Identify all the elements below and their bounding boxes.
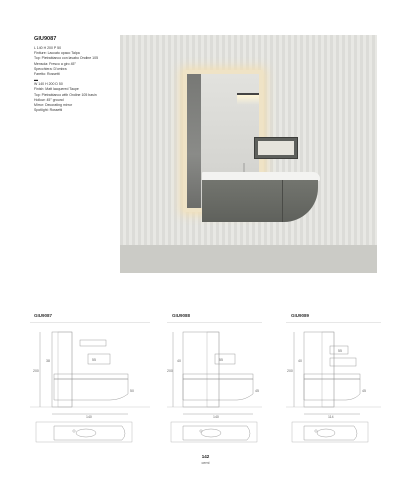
dimension-label: 45 (362, 389, 366, 393)
page-number: 142 (201, 454, 210, 459)
technical-drawing (286, 322, 381, 452)
spec-block (34, 36, 118, 113)
technical-drawing (167, 322, 262, 452)
spec-line-en: Finish: Matt lacquered Taupe (34, 87, 79, 92)
dimension-label: 38 (46, 359, 50, 363)
spec-line: Specchiera: D'ombra (34, 66, 67, 71)
spec-line-en: Hollow: 45° ground (34, 97, 64, 102)
height-label: 200 (287, 369, 293, 373)
product-code: GIU9087 (34, 36, 57, 42)
dimension-label: 45 (255, 389, 259, 393)
dimension-label: 55 (219, 358, 223, 362)
height-label: 200 (33, 369, 39, 373)
drawing-title: GIU9089 (291, 313, 310, 318)
divider-dash: ▬ (34, 77, 38, 83)
dimension-label: 40 (298, 359, 302, 363)
spec-line-en: W 140 H 200 D 50 (34, 82, 63, 87)
drawing-title: GIU9087 (34, 313, 53, 318)
spec-line: Finiture: Laccato opaco Talpa (34, 51, 80, 56)
technical-drawing (30, 322, 150, 452)
spec-line: L 140 H 200 P 50 (34, 46, 62, 50)
dimension-label: 55 (92, 358, 96, 362)
dimension-label: 40 (177, 359, 181, 363)
spec-line-en: Spotlight: Rossetti (34, 108, 63, 113)
dimension-label: 50 (130, 389, 134, 393)
spec-line-en: Top: Pietrabianco with Ondine 105 basin (34, 92, 97, 97)
width-label: 114 (328, 415, 334, 419)
spec-line: Mensola: Fresco a giro 45° (34, 61, 76, 66)
drawing-title: GIU9088 (172, 313, 191, 318)
spec-line: Top: Pietrabianco con lavabo Ondine 105 (34, 56, 99, 61)
width-label: 140 (86, 415, 92, 419)
dimension-label: 55 (338, 349, 342, 353)
spec-line: Faretto: Rossetti (34, 72, 60, 77)
wall-shelf (254, 137, 298, 159)
height-label: 200 (167, 369, 173, 373)
footer-brand: cemi (201, 461, 210, 465)
spec-line-en: Mirror: Decorating mirror (34, 103, 73, 108)
spotlight-glow (237, 95, 259, 105)
floor (120, 245, 377, 273)
width-label: 140 (213, 415, 219, 419)
vanity-cabinet (202, 180, 318, 222)
